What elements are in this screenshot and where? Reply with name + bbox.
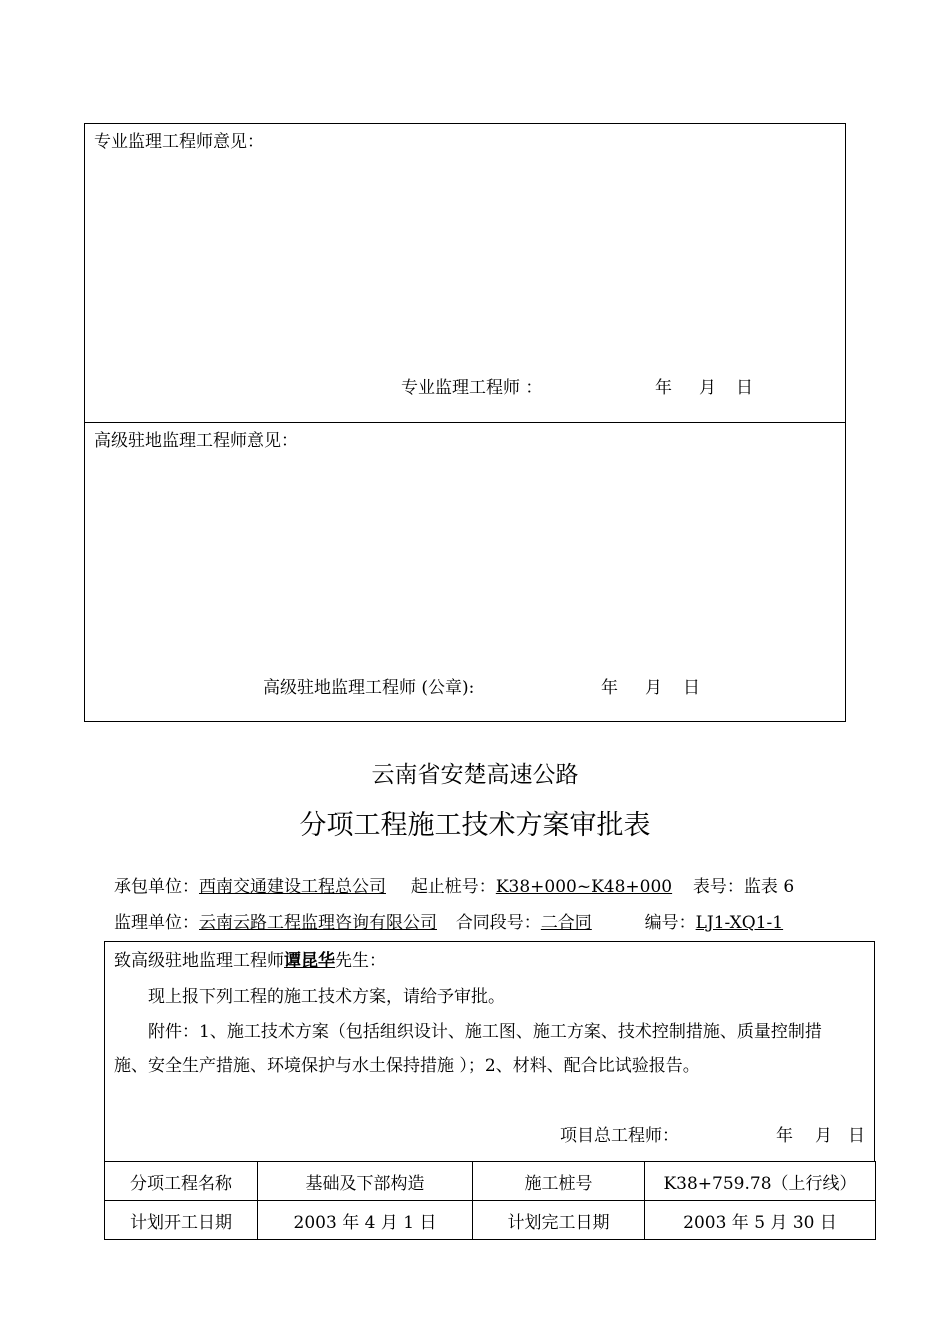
code-value: LJ1-XQ1-1 [695,913,784,933]
form-value: 监表 6 [743,877,795,897]
supervisor-label: 监理单位： [114,913,199,933]
addressee-name: 谭昆华 [284,951,335,971]
specialist-date-month: 月 [699,378,716,398]
letter-paragraph-1: 现上报下列工程的施工技术方案，请给予审批。 [148,987,505,1007]
specialist-date-year: 年 [655,378,672,398]
supervisor-value: 云南云路工程监理咨询有限公司 [199,913,437,933]
contractor-label: 承包单位： [114,877,199,897]
station-value: K38+759.78（上行线） [645,1162,876,1201]
specialist-signature-label: 专业监理工程师 ： [401,378,543,398]
letter-paragraph-2-line-1: 附件：1、施工技术方案（包括组织设计、施工图、施工方案、技术控制措施、质量控制措 [148,1022,822,1042]
planned-finish-value: 2003 年 5 月 30 日 [645,1201,876,1240]
table-row [105,1162,876,1201]
senior-date-year: 年 [601,678,618,698]
station-label: 施工桩号 [473,1162,645,1201]
chief-engineer-label: 项目总工程师： [560,1126,679,1146]
contract-label: 合同段号： [455,913,541,933]
senior-date-month: 月 [645,678,662,698]
info-line-2 [114,908,783,933]
specialist-date-day: 日 [736,378,753,398]
form-label: 表号： [692,877,744,897]
subitem-name-label: 分项工程名称 [105,1162,258,1201]
chainage-label: 起止桩号： [410,877,496,897]
project-info-table [104,1161,876,1240]
letter-box [104,941,875,1161]
document-title: 分项工程施工技术方案审批表 [299,810,651,841]
letter-date-month: 月 [815,1126,832,1146]
info-line-1 [114,872,794,897]
letter-paragraph-2-line-2: 施、安全生产措施、环境保护与水土保持措施 ）；2、材料、配合比试验报告。 [114,1056,700,1076]
chainage-value: K38+000~K48+000 [495,877,673,897]
planned-start-value: 2003 年 4 月 1 日 [258,1201,473,1240]
senior-date-day: 日 [683,678,700,698]
specialist-opinion-box [84,123,846,423]
senior-opinion-title: 高级驻地监理工程师意见： [94,431,298,451]
table-row [105,1201,876,1240]
subitem-name-value: 基础及下部构造 [258,1162,473,1201]
code-label: 编号： [644,913,696,933]
letter-date-year: 年 [776,1126,793,1146]
contract-value: 二合同 [540,913,592,933]
senior-opinion-box [84,422,846,722]
document-subtitle: 云南省安楚高速公路 [371,762,579,788]
letter-date-day: 日 [848,1126,865,1146]
planned-finish-label: 计划完工日期 [473,1201,645,1240]
letter-addressee: 致高级驻地监理工程师谭昆华先生： [114,951,386,971]
senior-signature-label: 高级驻地监理工程师 (公章): [263,678,475,698]
specialist-opinion-title: 专业监理工程师意见： [94,132,264,152]
contractor-value: 西南交通建设工程总公司 [199,877,386,897]
planned-start-label: 计划开工日期 [105,1201,258,1240]
